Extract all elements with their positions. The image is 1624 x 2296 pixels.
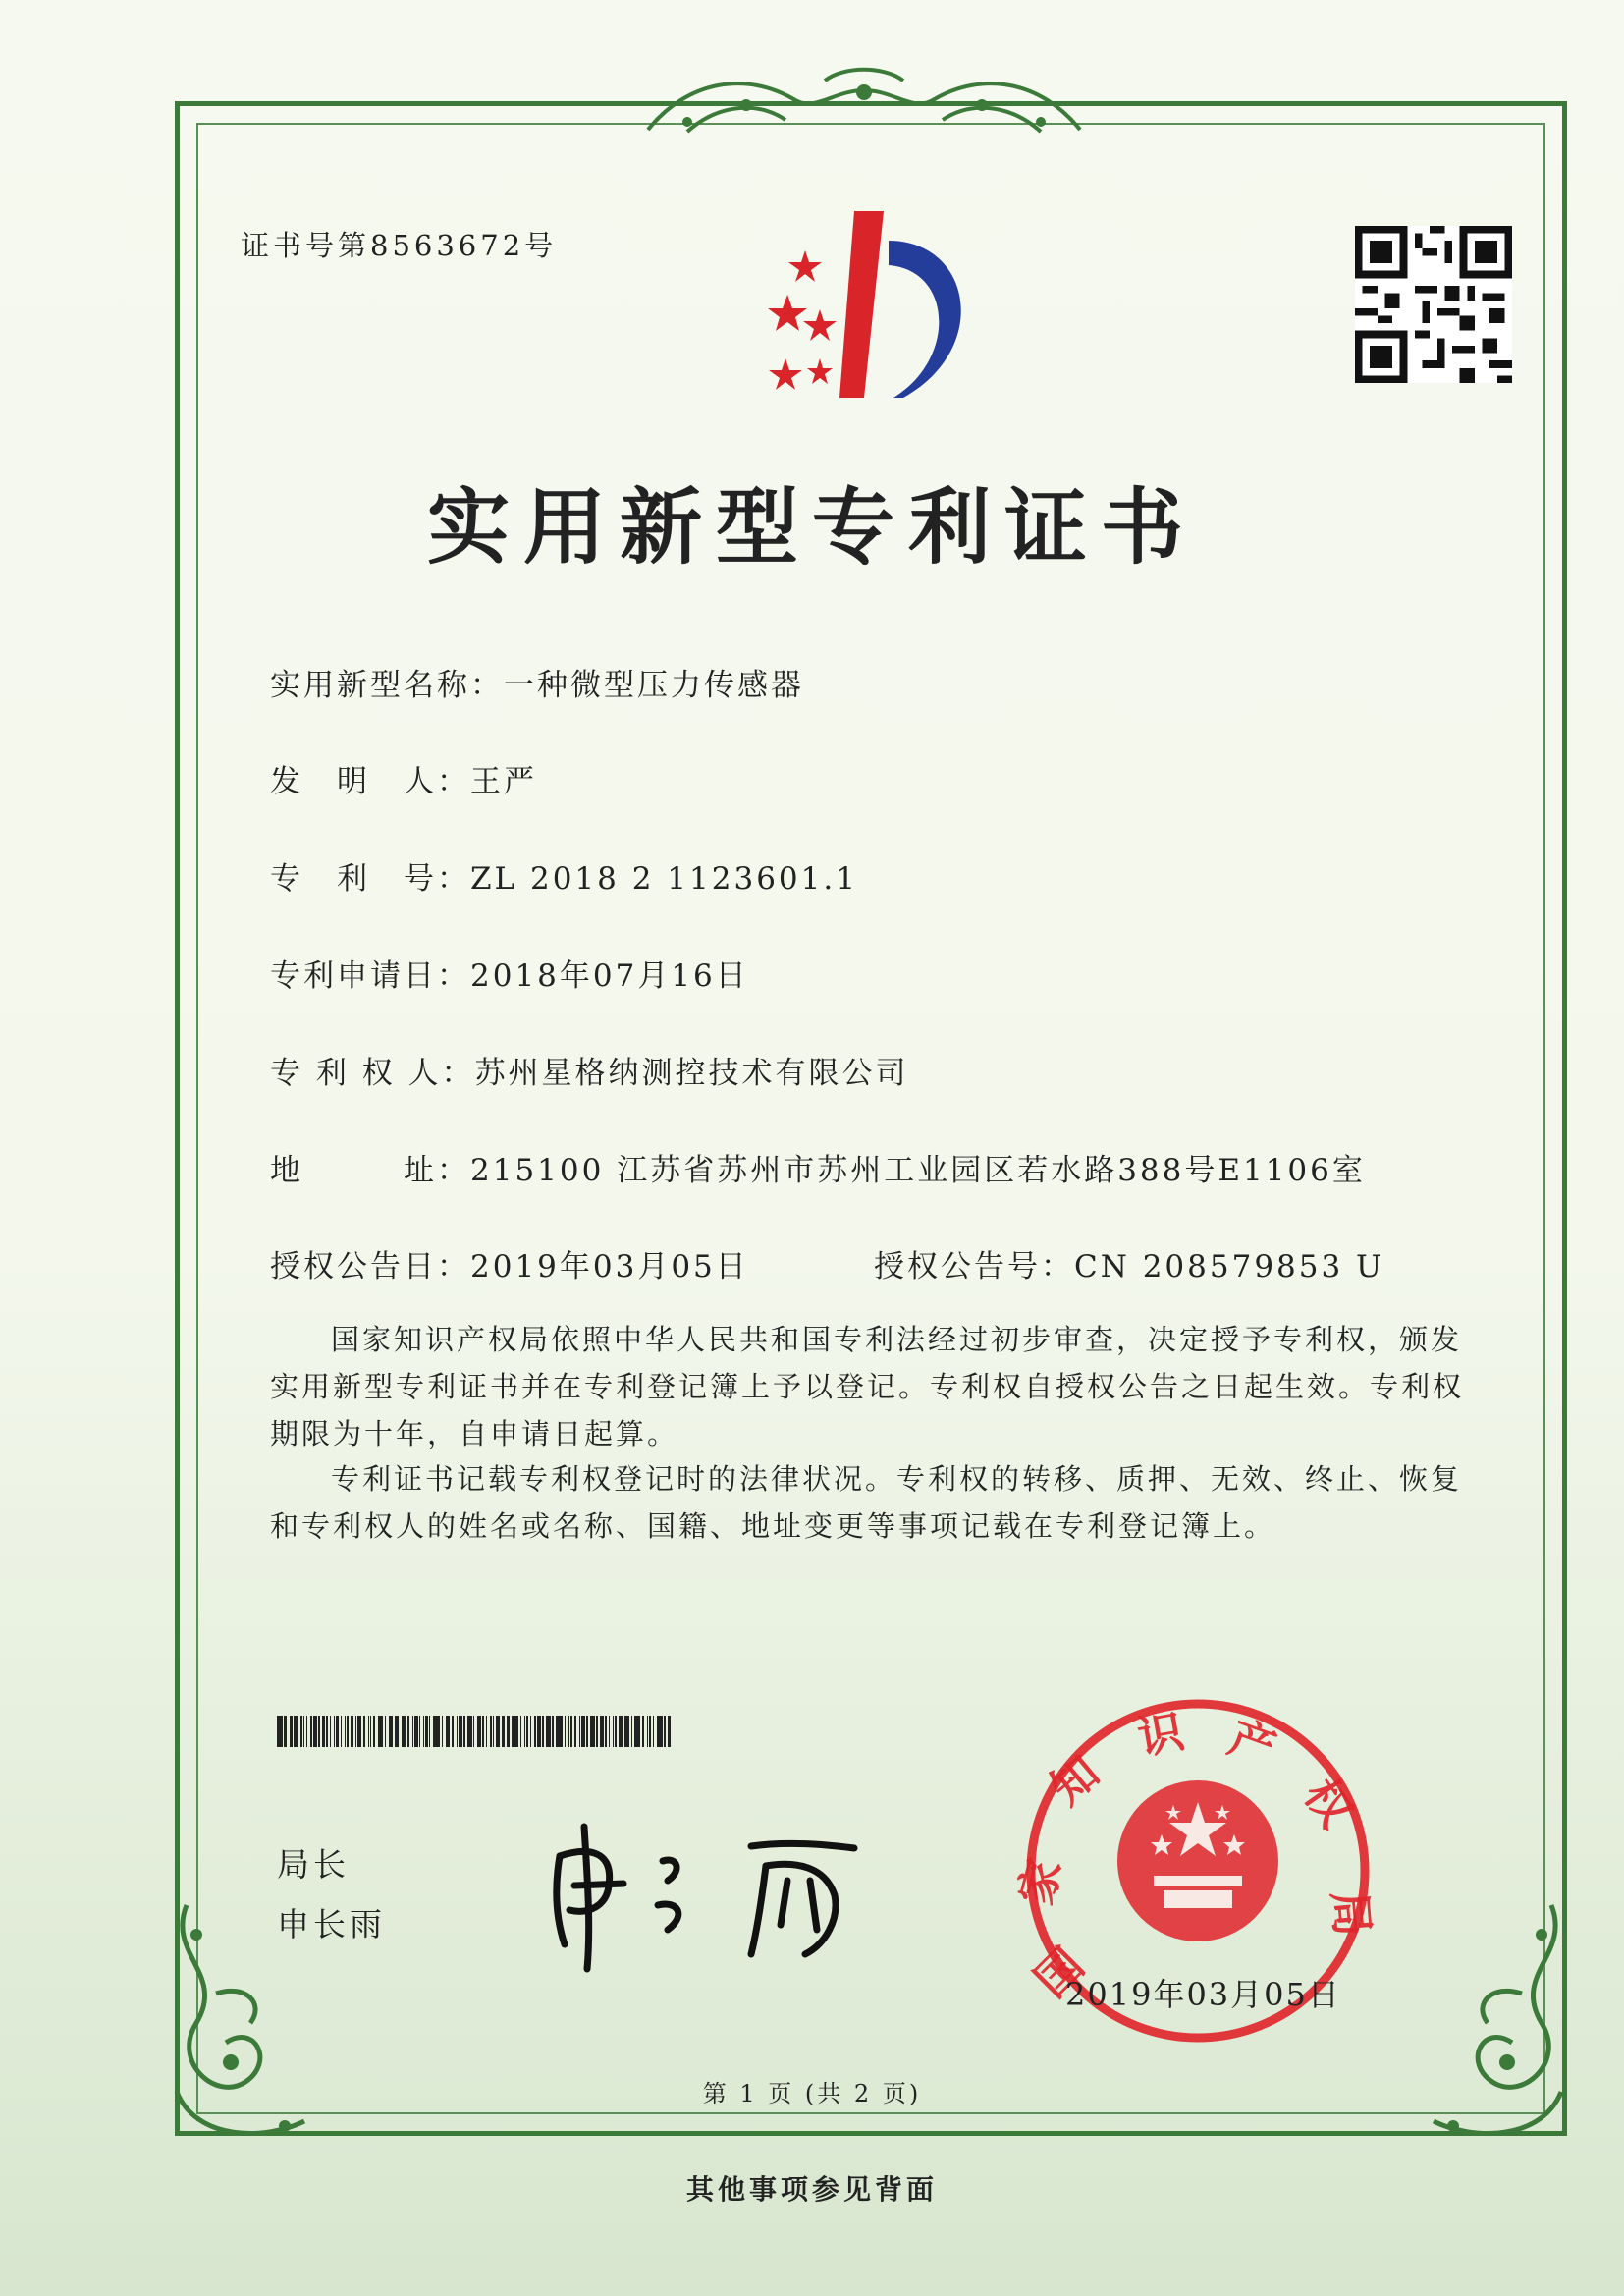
qr-code [1355, 226, 1512, 383]
barcode-bar [526, 1716, 529, 1747]
patentee-label: 专 利 权 人： [270, 1056, 475, 1091]
inventor-value: 王严 [470, 764, 537, 799]
address-value: 215100 江苏省苏州市苏州工业园区若水路388号E1106室 [470, 1153, 1366, 1188]
inventor-row [270, 756, 537, 800]
barcode-bar [395, 1716, 399, 1747]
grant-date-value: 2019年03月05日 [470, 1249, 749, 1285]
address-row [270, 1145, 1366, 1189]
barcode-bar [514, 1716, 518, 1747]
barcode-bar [378, 1716, 382, 1747]
director-title: 局长 [277, 1845, 350, 1884]
barcode-bar [429, 1716, 430, 1747]
barcode-bar [586, 1716, 587, 1747]
barcode-bar [294, 1716, 298, 1747]
barcode-bar [392, 1716, 393, 1747]
barcode-bar [653, 1716, 654, 1747]
barcode-bar [370, 1716, 371, 1747]
patent-office-logo [746, 211, 997, 408]
address-label: 地 址： [270, 1153, 470, 1188]
barcode-bar [326, 1716, 329, 1747]
barcode-bar [303, 1716, 304, 1747]
svg-text:家: 家 [1008, 1852, 1072, 1911]
svg-text:权: 权 [1293, 1769, 1364, 1837]
barcode-bar [470, 1716, 471, 1747]
barcode-bar [284, 1716, 287, 1747]
barcode-bar [537, 1716, 541, 1747]
body-paragraph-2: 专利证书记载专利权登记时的法律状况。专利权的转移、质押、无效、终止、恢复和专利权人的姓名或名称、国籍、地址变更等事项记载在专利登记簿上。 [270, 1462, 1463, 1543]
barcode-bar [552, 1716, 553, 1747]
barcode-bar [559, 1716, 563, 1747]
barcode-bar [414, 1716, 418, 1747]
barcode-bar [661, 1716, 662, 1747]
barcode-bar [363, 1716, 366, 1747]
barcode-bar [385, 1716, 386, 1747]
application-date-row [270, 951, 749, 995]
barcode-bar [504, 1716, 505, 1747]
barcode-bar [407, 1716, 410, 1747]
back-note: 其他事项参见背面 [685, 2173, 938, 2206]
patent-number-value: ZL 2018 2 1123601.1 [470, 861, 858, 897]
svg-text:产: 产 [1221, 1710, 1283, 1777]
utility-model-name-row [270, 660, 804, 704]
barcode-bar [570, 1716, 573, 1747]
barcode-bar [482, 1716, 485, 1747]
page-indicator: 第 1 页 (共 2 页) [702, 2080, 922, 2107]
barcode-bar [281, 1716, 282, 1747]
barcode-bar [657, 1716, 661, 1747]
application-date-value: 2018年07月16日 [470, 958, 749, 994]
barcode-bar [581, 1716, 585, 1747]
barcode [277, 1716, 684, 1747]
utility-model-name-value: 一种微型压力传感器 [504, 668, 804, 703]
barcode-bar [459, 1716, 462, 1747]
barcode-bar [600, 1716, 604, 1747]
barcode-bar [341, 1716, 342, 1747]
grant-date-row [270, 1241, 749, 1285]
barcode-bar [486, 1716, 487, 1747]
svg-text:国: 国 [1024, 1938, 1095, 2008]
barcode-bar [636, 1716, 640, 1747]
inventor-label: 发 明 人： [270, 764, 470, 799]
top-ornament [628, 61, 1100, 149]
patent-number-label: 专 利 号： [270, 861, 470, 897]
barcode-bar [619, 1716, 623, 1747]
application-date-label: 专利申请日： [270, 958, 470, 994]
barcode-bar [403, 1716, 406, 1747]
patent-number-row [270, 853, 858, 898]
svg-text:局: 局 [1323, 1888, 1380, 1939]
barcode-bar [277, 1716, 281, 1747]
barcode-bar [642, 1716, 645, 1747]
barcode-bar [520, 1716, 521, 1747]
certificate-title: 实用新型专利证书 [426, 479, 1197, 575]
barcode-bar [291, 1716, 292, 1747]
barcode-bar [493, 1716, 494, 1747]
grant-date-label: 授权公告日： [270, 1249, 470, 1285]
grant-number-row [874, 1241, 1384, 1285]
barcode-bar [436, 1716, 440, 1747]
patentee-row [270, 1048, 909, 1092]
barcode-bar [549, 1716, 550, 1747]
bottom-right-ornament [1404, 1895, 1581, 2160]
seal-date: 2019年03月05日 [1065, 1976, 1341, 2013]
barcode-bar [668, 1716, 671, 1747]
director-name: 申长雨 [277, 1905, 386, 1943]
grant-number-label: 授权公告号： [874, 1249, 1074, 1285]
barcode-bar [592, 1716, 595, 1747]
barcode-bar [596, 1716, 597, 1747]
barcode-bar [631, 1716, 632, 1747]
barcode-bar [542, 1716, 543, 1747]
body-paragraph-1: 国家知识产权局依照中华人民共和国专利法经过初步审查，决定授予专利权，颁发实用新型专利证书并在专利登记簿上予以登记。专利权自授权公告之日起生效。专利权期限为十年，自申请日起算。 [270, 1323, 1465, 1450]
barcode-bar [507, 1716, 510, 1747]
barcode-bar [477, 1716, 481, 1747]
barcode-bar [452, 1716, 455, 1747]
barcode-bar [347, 1716, 350, 1747]
barcode-bar [318, 1716, 319, 1747]
barcode-bar [313, 1716, 317, 1747]
utility-model-name-label: 实用新型名称： [270, 668, 504, 703]
certificate-number: 证书号第8563672号 [241, 229, 558, 262]
barcode-bar [530, 1716, 531, 1747]
barcode-bar [565, 1716, 566, 1747]
barcode-bar [609, 1716, 610, 1747]
barcode-bar [615, 1716, 618, 1747]
barcode-bar [496, 1716, 500, 1747]
barcode-bar [605, 1716, 608, 1747]
barcode-bar [626, 1716, 629, 1747]
barcode-bar [664, 1716, 665, 1747]
barcode-bar [574, 1716, 577, 1747]
grant-number-value: CN 208579853 U [1074, 1249, 1385, 1285]
barcode-bar [373, 1716, 376, 1747]
barcode-bar [425, 1716, 428, 1747]
barcode-bar [330, 1716, 331, 1747]
barcode-bar [419, 1716, 420, 1747]
barcode-bar [649, 1716, 652, 1747]
svg-text:知: 知 [1040, 1745, 1110, 1816]
barcode-bar [336, 1716, 340, 1747]
barcode-bar [442, 1716, 443, 1747]
barcode-bar [357, 1716, 361, 1747]
barcode-bar [447, 1716, 450, 1747]
barcode-bar [473, 1716, 474, 1747]
patentee-value: 苏州星格纳测控技术有限公司 [474, 1056, 909, 1091]
barcode-bar [351, 1716, 353, 1747]
barcode-bar [463, 1716, 464, 1747]
barcode-bar [382, 1716, 383, 1747]
barcode-bar [306, 1716, 307, 1747]
handwritten-signature [530, 1807, 893, 1974]
svg-text:识: 识 [1133, 1704, 1188, 1765]
